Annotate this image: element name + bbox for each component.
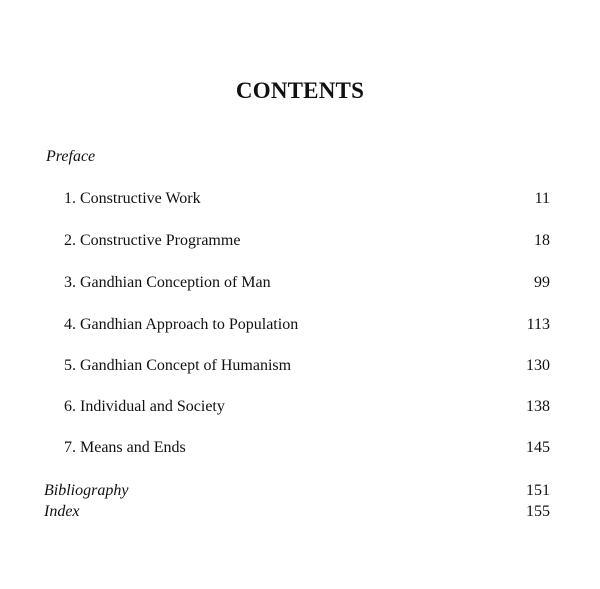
chapter-row: [64, 232, 550, 252]
chapter-title: 3. Gandhian Conception of Man: [64, 274, 271, 291]
chapter-title: 1. Constructive Work: [64, 190, 201, 207]
chapter-row: [64, 439, 550, 459]
chapter-page-number: 11: [534, 190, 550, 207]
chapter-title: 5. Gandhian Concept of Humanism: [64, 357, 292, 374]
bibliography-row: [44, 482, 550, 502]
bibliography-page-number: 151: [526, 482, 550, 499]
index-row: [44, 503, 550, 523]
chapter-row: [64, 274, 550, 294]
chapter-row: [64, 316, 550, 336]
chapter-row: [64, 398, 550, 418]
preface-entry: Preface: [46, 148, 96, 165]
chapter-title: 6. Individual and Society: [64, 398, 225, 415]
chapter-title: 4. Gandhian Approach to Population: [64, 316, 299, 333]
chapter-page-number: 145: [526, 439, 550, 456]
chapter-title: 2. Constructive Programme: [64, 232, 241, 249]
chapter-page-number: 138: [526, 398, 550, 415]
page-title: CONTENTS: [235, 78, 365, 103]
bibliography-title: Bibliography: [44, 482, 129, 499]
chapter-page-number: 113: [526, 316, 550, 333]
chapter-page-number: 99: [534, 274, 550, 291]
chapter-page-number: 18: [534, 232, 550, 249]
index-page-number: 155: [526, 503, 550, 520]
chapter-title: 7. Means and Ends: [64, 439, 186, 456]
chapter-page-number: 130: [526, 357, 550, 374]
chapter-row: [64, 357, 550, 377]
chapter-row: [64, 190, 550, 210]
index-title: Index: [44, 503, 80, 520]
